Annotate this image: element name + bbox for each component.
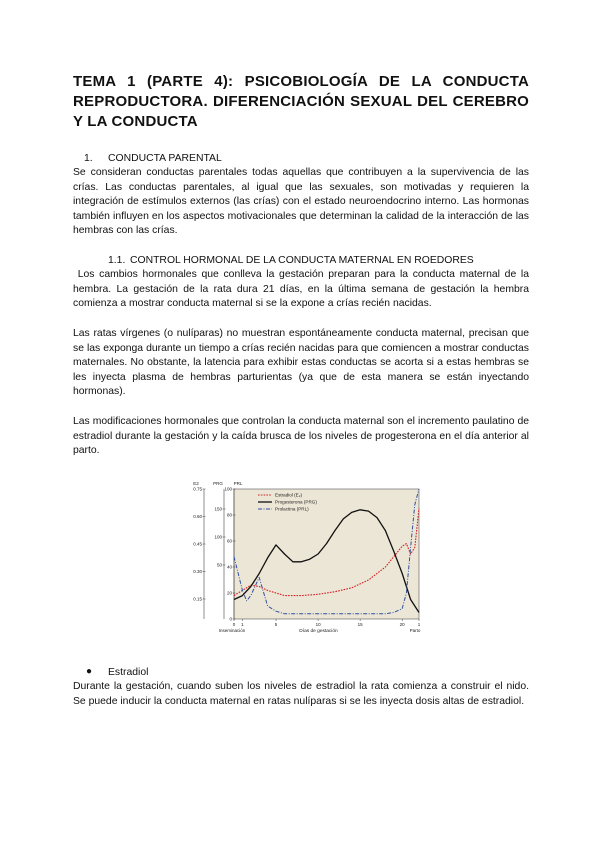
axis-1-tick-label: 150 [214,506,222,512]
section-1-paragraph: Se consideran conductas parentales todas aquellas que contribuyen a la supervivencia de las crías. Las conductas parentales, al igual que las sexuales, son motivadas y requieren la integración de estímulos externos (las crías) con el estado neuroendocrino interno. Las hormonas también influyen en los aspectos motivacionales que determinan la calidad de la interacción de las hembras con las crías. [73,167,529,237]
section-1-1-paragraph-2: Las ratas vírgenes (o nulíparas) no muestran espontáneamente conducta maternal, precisan que se las exponga durante un tiempo a crías recién nacidas para que comiencen a mostrar conductas maternales. No obstante, la latencia para exhibir estas conductas se acorta si a estas hembras se les inyecta plasma de hembras parturientas (ya que de esta manera se están inyectando hormonas). [73,328,529,398]
document-title: TEMA 1 (PARTE 4): PSICOBIOLOGÍA DE LA CONDUCTA REPRODUCTORA. DIFERENCIACIÓN SEXUAL DEL CEREBRO Y LA CONDUCTA [73,73,529,130]
hormone-chart [176,477,426,639]
bullet-marker: ● [86,666,93,677]
axis-0-tick-label: 0.75 [193,486,202,492]
axis-label-prl: PRL [233,481,243,486]
legend-label-0: Estradiol (E₂) [275,492,303,498]
axis-2-tick-label: 100 [224,486,232,492]
axis-2-tick-label: 60 [226,538,232,544]
legend-label-2: Prolactina (PRL) [275,506,309,512]
axis-0-tick-label: 0.30 [193,569,202,574]
x-axis-label: Días de gestación [299,629,338,634]
x-tick-label: 0 [232,622,236,627]
axis-2-tick-label: 0 [229,616,232,622]
axis-label-prg: PRG [213,481,223,486]
x-tick-label: 1 [241,622,244,627]
axis-0-tick-label: 0.15 [193,596,202,602]
x-tick-label: 1 [417,622,421,627]
x-tick-label: 10 [315,622,321,627]
axis-0-tick-label: 0.45 [193,541,202,547]
section-1-heading [84,152,222,166]
section-1-1-paragraph-3: Las modificaciones hormonales que controlan la conducta maternal son el incremento paulatino de estradiol durante la gestación y la caída brusca de los niveles de progesterona en el día anterior al parto. [73,416,529,457]
x-tick-label: 20 [399,622,405,627]
axis-label-e2: E2 [193,481,199,486]
section-1-1-number: 1.1. [108,255,126,266]
section-1-1-heading [108,254,474,268]
bullet-label-estradiol: Estradiol [108,667,149,678]
estradiol-paragraph: Durante la gestación, cuando suben los niveles de estradiol la rata comienza a construir el nido. Se puede inducir la conducta maternal en ratas nulíparas si se les inyecta dosis altas de estradiol. [73,681,529,707]
axis-2-tick-label: 20 [226,590,232,596]
x-tick-label: 5 [274,622,278,627]
legend-label-1: Progesterona (PRG) [275,499,317,505]
axis-2-tick-label: 40 [226,564,232,570]
x-tick-label: 15 [357,622,363,627]
section-1-1-title: CONTROL HORMONAL DE LA CONDUCTA MATERNAL EN ROEDORES [130,255,474,266]
hormone-chart-svg [176,477,426,639]
axis-2-tick-label: 80 [226,512,232,518]
section-1-1-paragraph-1: Los cambios hormonales que conlleva la gestación preparan para la conducta maternal de la hembra. La gestación de la rata dura 21 días, en la última semana de gestación la hembra comienza a mostrar conducta maternal si se la expone a crías recién nacidas. [73,269,532,310]
axis-1-tick-label: 100 [214,534,222,540]
x-start-label: Inseminación [218,628,246,633]
section-1-number: 1. [84,153,93,164]
axis-0-tick-label: 0.60 [193,514,202,519]
x-end-label: Parto [409,628,421,633]
axis-1-tick-label: 50 [216,562,222,568]
section-1-title: CONDUCTA PARENTAL [108,153,222,164]
